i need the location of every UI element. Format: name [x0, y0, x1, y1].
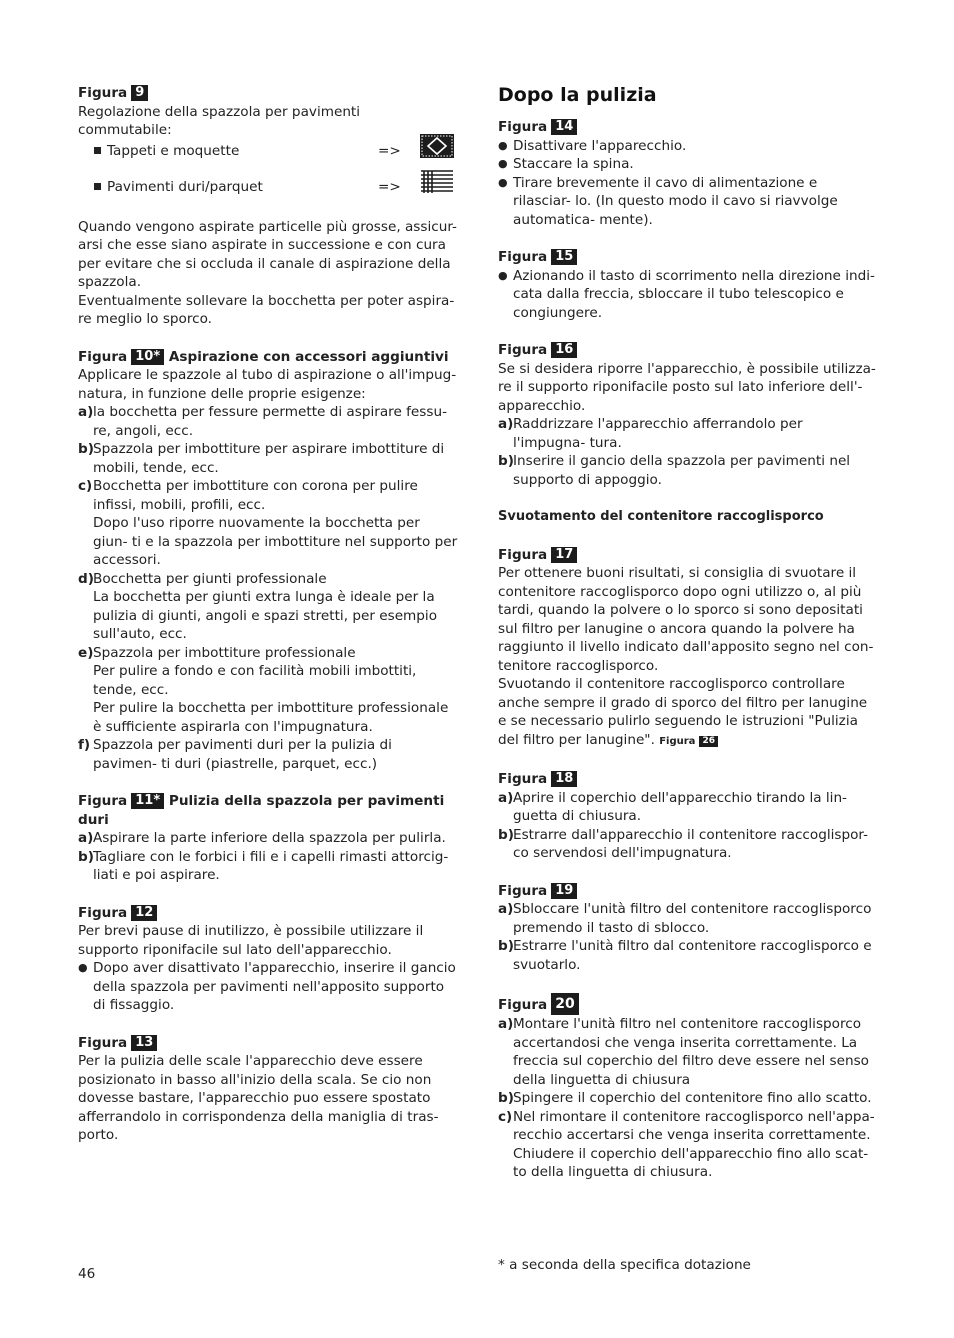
figure-9-heading: [78, 84, 458, 103]
bullet-item: ● Tirare brevemente il cavo di alimentazione e rilasciar- lo. (In questo modo il cavo si riavvolge automatica- mente).: [498, 174, 878, 230]
bullet-item: ● Azionando il tasto di scorrimento nella direzione indi- cata dalla freccia, sbloccare il tubo telescopico e congiungere.: [498, 267, 878, 323]
figure-10-intro: Applicare le spazzole al tubo di aspirazione o all'impug- natura, in funzione delle proprie esigenze:: [78, 367, 457, 402]
figure-16-text: Se si desidera riporre l'apparecchio, è possibile utilizza- re il supporto riponifacile posto sul lato inferiore dell'- apparecchio.: [498, 360, 876, 414]
paragraph-large-particles: Quando vengono aspirate particelle più grosse, assicur- arsi che esse siano aspirate in successione e con cura per evitare che si occluda il canale di aspirazione della spazzola.: [78, 218, 457, 290]
figure-number-badge: 18: [551, 771, 577, 787]
list-item: a) Sbloccare l'unità filtro del contenitore raccoglisporco premendo il tasto di sblocco.: [498, 901, 872, 936]
figure-10-heading: [78, 348, 458, 367]
bullet-item: ● Dopo aver disattivato l'apparecchio, inserire il gancio della spazzola per pavimenti nell'apposito supporto di fissaggio.: [78, 959, 458, 1015]
figure-number-badge: 19: [551, 883, 577, 899]
list-item: a) Aprire il coperchio dell'apparecchio tirando la lin- guetta di chiusura.: [498, 789, 847, 824]
figure-10-title: Aspirazione con accessori aggiuntivi: [168, 348, 449, 365]
figure-label: Figura: [78, 793, 128, 809]
figure-11-heading: [78, 792, 458, 829]
figure-20-heading: [498, 993, 878, 1015]
arrow-text: =>: [378, 178, 401, 195]
paragraph-lift-nozzle: Eventualmente sollevare la bocchetta per poter aspira- re meglio lo sporco.: [78, 292, 455, 327]
left-column: [78, 84, 458, 1145]
figure-number-badge: 16: [551, 342, 577, 358]
figure-19-heading: [498, 882, 878, 901]
figure-13-heading: [78, 1034, 458, 1053]
list-continuation: La bocchetta per giunti extra lunga è ideale per la pulizia di giunti, angoli e spazi stretti, per esempio sull'auto, ecc.: [93, 589, 438, 642]
bullet-item: ● Disattivare l'apparecchio.: [498, 137, 878, 156]
bullet-item: ● Staccare la spina.: [498, 155, 878, 174]
list-continuation: Dopo l'uso riporre nuovamente la bocchetta per giun- ti e la spazzola per imbottiture nel supporto per accessori.: [93, 515, 458, 568]
figure-9-text: Regolazione della spazzola per pavimenti commutabile:: [78, 103, 361, 138]
figure-number-badge: 11*: [131, 793, 164, 809]
list-item: b) Estrarre l'unità filtro dal contenitore raccoglisporco e svuotarlo.: [498, 938, 872, 973]
figure-number-badge: 17: [551, 547, 577, 563]
list-continuation: Per pulire la bocchetta per imbottiture professionale è sufficiente aspirarla con l'impugnatura.: [93, 700, 449, 735]
list-item: b) Estrarre dall'apparecchio il contenitore raccoglispor- co servendosi dell'impugnatura.: [498, 826, 869, 861]
figure-18-heading: [498, 770, 878, 789]
figure-11-title: Pulizia della spazzola per pavimenti duri: [78, 793, 445, 828]
figure-12-text: Per brevi pause di inutilizzo, è possibile utilizzare il supporto riponifacile sul lato dell'apparecchio.: [78, 923, 424, 958]
figure-12-heading: [78, 904, 458, 923]
figure-reference-badge: 26: [699, 736, 718, 747]
list-item: b) Spingere il coperchio del contenitore fino allo scatto.: [498, 1090, 872, 1106]
page-number: 46: [78, 1266, 96, 1282]
option-carpet-row: [78, 140, 458, 176]
figure-reference-label: Figura: [659, 735, 696, 747]
option-hardfloor-label: Pavimenti duri/parquet: [107, 178, 263, 195]
figure-label: Figura: [498, 771, 548, 787]
list-item: a) Raddrizzare l'apparecchio afferrandolo per l'impugna- tura.: [498, 416, 803, 451]
list-item: a) Montare l'unità filtro nel contenitore raccoglisporco accertandosi che venga inserita correttamente. La freccia sul coperchio del filtro deve essere nel senso della linguetta di chiusura: [498, 1016, 869, 1088]
subsection-heading: Svuotamento del contenitore raccoglisporco: [498, 509, 824, 524]
figure-label: Figura: [498, 546, 548, 563]
figure-16-heading: [498, 341, 878, 360]
figure-number-badge: 9: [131, 85, 148, 101]
hard-floor-symbol-icon: [420, 170, 454, 200]
figure-number-badge: 10*: [131, 349, 164, 365]
figure-label: Figura: [498, 249, 548, 265]
figure-number-badge: 14: [551, 119, 577, 135]
figure-number-badge: 20: [551, 993, 578, 1015]
figure-17-heading: [498, 546, 878, 565]
right-column: [498, 84, 878, 1182]
carpet-symbol-icon: [420, 134, 454, 164]
figure-17-text: Per ottenere buoni risultati, si consiglia di svuotare il contenitore raccoglisporco dopo ogni utilizzo o, al più tardi, quando la polvere o lo sporco si sono depositati sul filtro per lanugine o ancora quando la polvere ha raggiunto il livello indicato dall'apposito segno nel con- tenitore raccoglisporco.: [498, 565, 874, 674]
arrow-text: =>: [378, 142, 401, 159]
figure-label: Figura: [78, 348, 128, 365]
figure-number-badge: 12: [131, 905, 157, 921]
list-item: b) Tagliare con le forbici i fili e i capelli rimasti attorcig- liati e poi aspirare.: [78, 848, 449, 883]
square-bullet-icon: [94, 147, 101, 154]
list-item: a) Aspirare la parte inferiore della spazzola per pulirla.: [78, 830, 446, 846]
figure-13-text: Per la pulizia delle scale l'apparecchio deve essere posizionato in basso all'inizio della scala. Se cio non dovesse bastare, l'apparecchio puo essere spostato afferrandolo in corrispondenza della maniglia di tras- porto.: [78, 1053, 439, 1143]
section-heading: Dopo la pulizia: [498, 84, 657, 106]
list-continuation: Per pulire a fondo e con facilità mobili imbottiti, tende, ecc.: [93, 663, 417, 698]
figure-number-badge: 15: [551, 249, 577, 265]
figure-label: Figura: [78, 1034, 128, 1051]
figure-label: Figura: [78, 904, 128, 921]
figure-17-text-2: Svuotando il contenitore raccoglisporco controllare anche sempre il grado di sporco del filtro per lanugine e se necessario pulirlo seguendo le istruzioni "Pulizia del filtro per lanugine". Figura 26: [498, 676, 868, 748]
figure-15-heading: [498, 248, 878, 267]
figure-label: Figura: [498, 882, 548, 899]
option-hardfloor-row: [78, 176, 458, 212]
square-bullet-icon: [94, 183, 101, 190]
footnote: * a seconda della specifica dotazione: [498, 1257, 751, 1273]
figure-label: Figura: [498, 997, 548, 1013]
list-item: b) Spazzola per imbottiture per aspirare imbottiture di mobili, tende, ecc.: [78, 441, 445, 476]
list-item: d) Bocchetta per giunti professionale: [78, 570, 327, 587]
list-item: a) la bocchetta per fessure permette di aspirare fessu- re, angoli, ecc.: [78, 404, 447, 439]
option-carpet-label: Tappeti e moquette: [107, 142, 240, 159]
figure-14-heading: [498, 118, 878, 137]
list-item: e) Spazzola per imbottiture professionale: [78, 644, 356, 661]
figure-label: Figura: [498, 119, 548, 135]
list-item: c) Nel rimontare il contenitore raccoglisporco nell'appa- recchio accertarsi che venga inserita correttamente. Chiudere il coperchio dell'apparecchio fino allo scat- to della linguetta di chiusura.: [498, 1108, 875, 1180]
list-item: f) Spazzola per pavimenti duri per la pulizia di pavimen- ti duri (piastrelle, parquet, ecc.): [78, 737, 392, 772]
list-item: b) Inserire il gancio della spazzola per pavimenti nel supporto di appoggio.: [498, 453, 851, 488]
figure-label: Figura: [78, 85, 128, 101]
figure-number-badge: 13: [131, 1035, 157, 1051]
list-item: c) Bocchetta per imbottiture con corona per pulire infissi, mobili, profili, ecc.: [78, 478, 418, 513]
figure-label: Figura: [498, 342, 548, 358]
